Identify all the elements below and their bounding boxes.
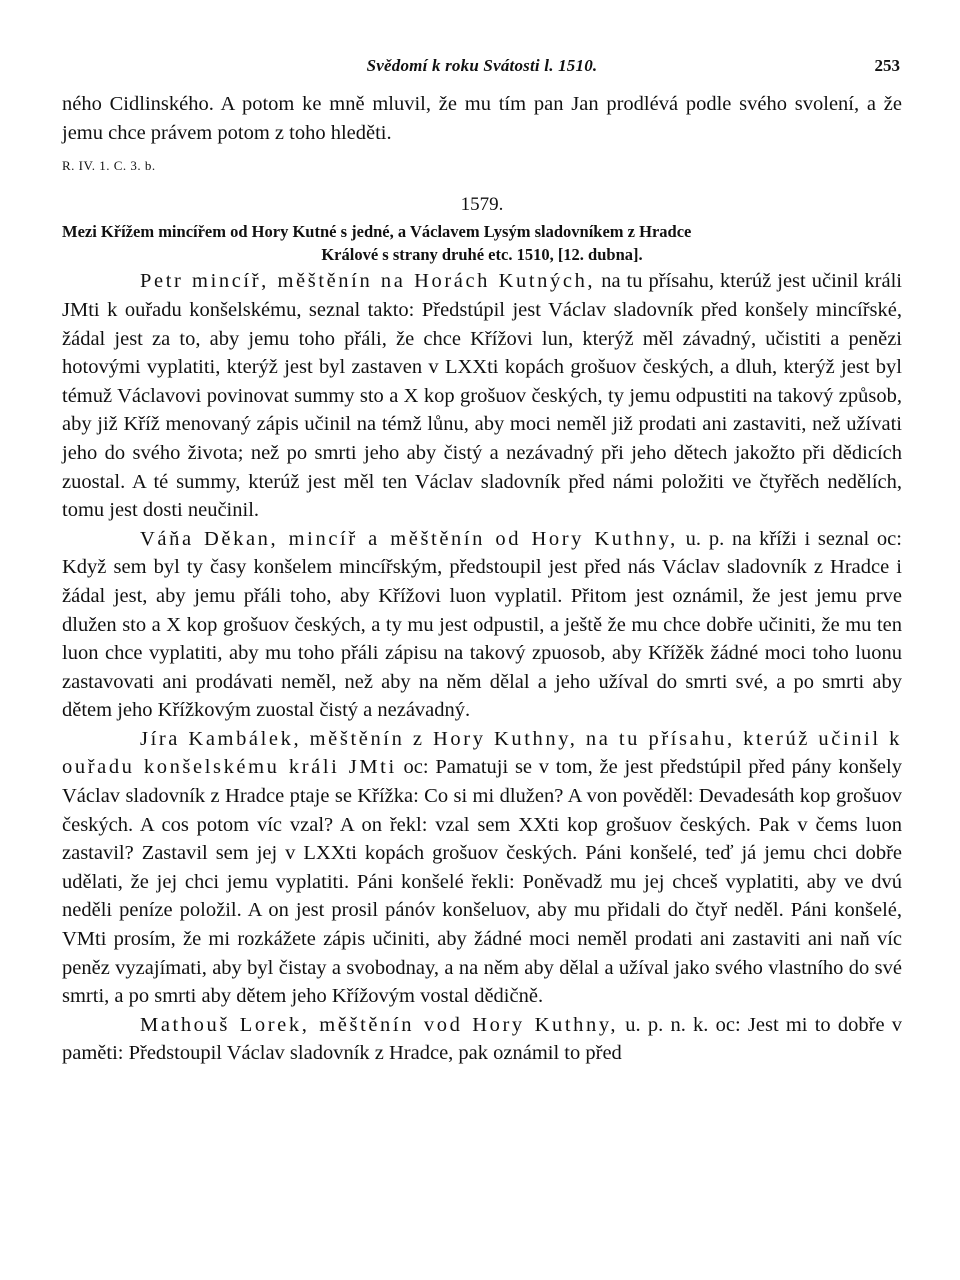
spacer xyxy=(62,82,902,90)
page-number: 253 xyxy=(874,56,900,75)
witness-name: Jíra Kambálek, měštěnín z Hory Kuthny, na tu přísahu, kterúž učinil k ouřadu konšelskému králi JMti xyxy=(62,727,902,779)
witness-name: Petr mincíř, měštěnín na Horách Kutných, xyxy=(140,270,596,293)
running-title: Svědomí k roku Svátosti l. 1510. xyxy=(366,56,598,75)
book-page xyxy=(62,52,902,1068)
archive-reference: R. IV. 1. C. 3. b. xyxy=(62,158,156,174)
testimony-text: u. p. n. k. oc: Jest mi to dobře v paměti: Předstoupil Václav sladovník z Hradce, pak oznámil to před xyxy=(62,1013,902,1065)
witness-name: Váňa Děkan, mincíř a měštěnín od Hory Kuthny, xyxy=(140,527,678,550)
regest-line-1: Mezi Křížem mincířem od Hory Kutné s jedné, a Václavem Lysým sladovníkem z Hradce xyxy=(62,222,692,242)
testimony-paragraph xyxy=(62,525,902,725)
testimony-paragraph xyxy=(62,725,902,1011)
testimony-text: na tu přísahu, kterúž jest učinil králi JMti k ouřadu konšelskému, seznal takto: Předstúpil jest Václav sladovník před konšely mincířské, žádal jest za to, aby jemu toho přáli, že chce Křížovi lun, kterýž měl závadný, učistiti a penězi hotovými vyplatiti, kterýž jest byl zastaven v LXXti kopách grošuov českých, a dluh, kterýž jest byl témuž Václavovi povinovat summy sto a X kop grošuov českých, ty jemu odpustiti na takový způsob, aby již Kříž menovaný zápis učinil na témž lůnu, aby moci neměl již prodati ani zastaviti, než užívati jeho do svého života; než po smrti jeho aby čistý a nezávadný při jeho dětech jakožto při dědicích zuostal. A té summy, kterúž jest měl ten Václav sladovník před námi položiti ve čtyřěch nedělích, tomu jest dosti neučinil. xyxy=(62,270,902,522)
regest-line-2: Králové s strany druhé etc. 1510, [12. dubna]. xyxy=(321,245,643,265)
running-head xyxy=(62,52,902,82)
continuation-paragraph: ného Cidlinského. A potom ke mně mluvil, že mu tím pan Jan prodlévá podle svého svolení, a že jemu chce právem potom z toho hleděti. xyxy=(62,93,902,144)
testimony-paragraph xyxy=(62,1011,902,1068)
testimony-text: u. p. na kříži i seznal oc: Když sem byl ty časy konšelem mincířským, předstoupil jest před nás Václav sladovník z Hradce i žádal jest, aby jemu přáli toho, aby Křížovi luon vyplatil. Přitom jest oznámil, že jest jemu prve dlužen sto a X kop grošuov českých, a ty mu jest odpustil, a ještě že mu chce dobře učiniti, že mu ten luon chce vyplatiti, aby mu toho přáli zápisu na takový zpuosob, aby Křížěk žádné moci toho luonu zastavovati ani prodávati neměl, než aby na něm dělal a jeho užíval do smrti své, a po smrti aby dětem jeho Křížkovým zuostal čistý a nezávadný. xyxy=(62,527,902,722)
witness-name: Mathouš Lorek, měštěnín vod Hory Kuthny, xyxy=(140,1013,619,1036)
testimony-paragraph xyxy=(62,267,902,524)
testimony-text: oc: Pamatuji se v tom, že jest předstúpil před pány konšely Václav sladovník z Hradce ptaje se Křížka: Co si mi dlužen? A von pověděl: Devadesáth kop grošuov českých. A cos potom víc vzal? A on řekl: vzal sem XXti kop grošuov českých. Pak v čems luon zastavil? Zastavil sem jej v LXXti kopách grošuov českých. Páni konšelé, teď já jemu chci dobře udělati, že jej chci jemu vyplatiti. Páni konšelé řekli: Poněvadž mu jej chceš vyplatiti, aby ve dvú neděli peníze položil. A on jest prosil pánóv konšeluov, aby mu přidali do čtyř neděl. Páni konšelé, VMti prosím, že mi rozkážete zápis učiniti, aby žádné moci neměl prodati ani zastaviti ani naň víc peněz vyzajímati, aby byl čistay a svobodnay, a na něm aby dělal a užíval jako svého vlastního do své smrti, a po smrti aby dětem jeho Křížovým vostal dědičně. xyxy=(62,756,902,1008)
document-number: 1579. xyxy=(460,193,504,215)
